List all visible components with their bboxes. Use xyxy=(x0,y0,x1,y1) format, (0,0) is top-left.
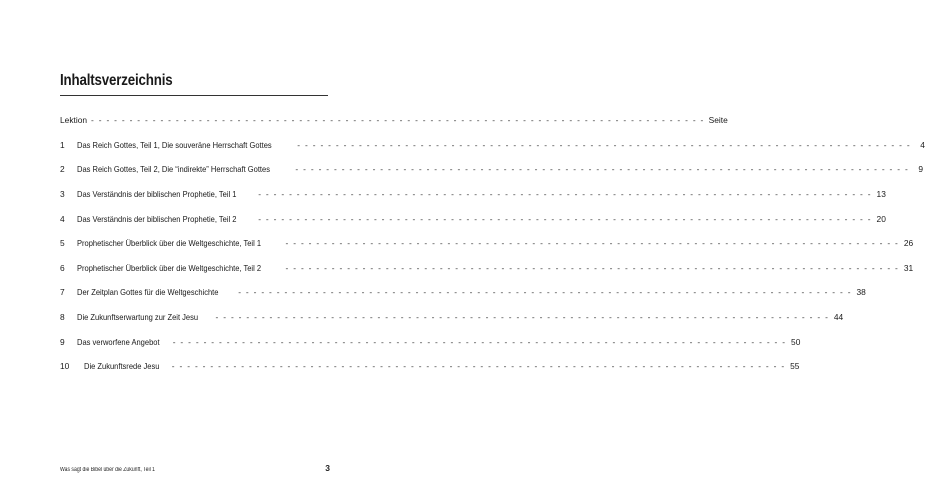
dot-leader: - - - - - - - - - - - - - - - - - - - - - - - - - - - - - - - - - - - - - - - - - - - - - - - - - - - - - - - - - - - - - - - - - - - - - - - - - - - - - - - - xyxy=(91,115,705,126)
toc-entry-title: Das Verständnis der biblischen Prophetie, Teil 2 xyxy=(77,213,237,224)
toc-entry-number: 2 xyxy=(60,164,65,175)
dot-leader: - - - - - - - - - - - - - - - - - - - - - - - - - - - - - - - - - - - - - - - - - - - - - - - - - - - - - - - - - - - - - - - - - - - - - - - - - - - - - - - - xyxy=(258,189,872,200)
dot-leader: - - - - - - - - - - - - - - - - - - - - - - - - - - - - - - - - - - - - - - - - - - - - - - - - - - - - - - - - - - - - - - - - - - - - - - - - - - - - - - - - xyxy=(171,361,786,372)
toc-entry-page: 13 xyxy=(876,189,886,200)
toc-entry-number: 3 xyxy=(60,189,65,200)
dot-leader: - - - - - - - - - - - - - - - - - - - - - - - - - - - - - - - - - - - - - - - - - - - - - - - - - - - - - - - - - - - - - - - - - - - - - - - - - - - - - - - - xyxy=(285,262,900,273)
dot-leader: - - - - - - - - - - - - - - - - - - - - - - - - - - - - - - - - - - - - - - - - - - - - - - - - - - - - - - - - - - - - - - - - - - - - - - - - - - - - - - - - xyxy=(215,312,830,323)
toc-entry-page: 20 xyxy=(876,213,886,224)
toc-entry-title: Prophetischer Überblick über die Weltgeschichte, Teil 2 xyxy=(77,262,262,273)
toc-entry-page: 44 xyxy=(833,312,844,323)
toc-entry-number: 7 xyxy=(60,287,65,298)
toc-entry-title: Die Zukunftsrede Jesu xyxy=(84,361,160,372)
toc-entry[interactable] xyxy=(60,231,914,256)
page-title: Inhaltsverzeichnis xyxy=(60,72,173,89)
toc-entry-page: 31 xyxy=(903,262,914,273)
table-of-contents xyxy=(60,108,925,379)
toc-entry[interactable] xyxy=(60,354,800,379)
toc-entry-number: 6 xyxy=(60,262,65,273)
toc-entry-title: Das Verständnis der biblischen Prophetie, Teil 1 xyxy=(77,189,237,200)
toc-entry-number: 8 xyxy=(60,312,65,323)
toc-entry-page: 38 xyxy=(856,287,866,298)
toc-entry-number: 10 xyxy=(60,361,70,372)
toc-header-seite: Seite xyxy=(708,115,728,126)
page-number: 3 xyxy=(325,463,330,473)
toc-entry[interactable] xyxy=(60,157,924,182)
toc-entry-number: 1 xyxy=(60,139,65,150)
toc-entry-page: 9 xyxy=(918,164,924,175)
toc-entry[interactable] xyxy=(60,256,914,281)
toc-header-row xyxy=(60,108,728,133)
toc-entry-title: Das Reich Gottes, Teil 2, Die “indirekte” Herrschaft Gottes xyxy=(77,164,270,175)
dot-leader: - - - - - - - - - - - - - - - - - - - - - - - - - - - - - - - - - - - - - - - - - - - - - - - - - - - - - - - - - - - - - - - - - - - - - - - - - - - - - - - - xyxy=(297,139,911,150)
toc-entry-number: 4 xyxy=(60,213,65,224)
dot-leader: - - - - - - - - - - - - - - - - - - - - - - - - - - - - - - - - - - - - - - - - - - - - - - - - - - - - - - - - - - - - - - - - - - - - - - - - - - - - - - - - xyxy=(295,164,910,175)
toc-entry-title: Prophetischer Überblick über die Weltgeschichte, Teil 1 xyxy=(77,238,262,249)
toc-entry[interactable] xyxy=(60,206,886,231)
toc-entry-page: 50 xyxy=(791,336,801,347)
title-rule xyxy=(60,95,328,96)
toc-entry-page: 4 xyxy=(920,139,925,150)
dot-leader: - - - - - - - - - - - - - - - - - - - - - - - - - - - - - - - - - - - - - - - - - - - - - - - - - - - - - - - - - - - - - - - - - - - - - - - - - - - - - - - - xyxy=(258,213,872,224)
toc-entry-number: 5 xyxy=(60,238,65,249)
toc-entry[interactable] xyxy=(60,280,866,305)
toc-entry-number: 9 xyxy=(60,336,65,347)
toc-entry[interactable] xyxy=(60,182,886,207)
toc-entry-page: 26 xyxy=(903,238,914,249)
toc-entry-title: Das verworfene Angebot xyxy=(77,336,160,347)
toc-header-lektion: Lektion xyxy=(60,115,88,126)
dot-leader: - - - - - - - - - - - - - - - - - - - - - - - - - - - - - - - - - - - - - - - - - - - - - - - - - - - - - - - - - - - - - - - - - - - - - - - - - - - - - - - - xyxy=(285,238,900,249)
page-footer: Was sagt die Bibel über die Zukunft, Teil 1 xyxy=(60,467,155,473)
dot-leader: - - - - - - - - - - - - - - - - - - - - - - - - - - - - - - - - - - - - - - - - - - - - - - - - - - - - - - - - - - - - - - - - - - - - - - - - - - - - - - - - xyxy=(172,336,787,347)
toc-entry[interactable] xyxy=(60,133,925,158)
toc-entry-page: 55 xyxy=(790,361,800,372)
toc-entry[interactable] xyxy=(60,305,844,330)
dot-leader: - - - - - - - - - - - - - - - - - - - - - - - - - - - - - - - - - - - - - - - - - - - - - - - - - - - - - - - - - - - - - - - - - - - - - - - - - - - - - - - - xyxy=(238,287,852,298)
toc-entry[interactable] xyxy=(60,329,801,354)
toc-entry-title: Der Zeitplan Gottes für die Weltgeschichte xyxy=(77,287,219,298)
toc-entry-title: Das Reich Gottes, Teil 1, Die souveräne Herrschaft Gottes xyxy=(77,139,272,150)
toc-entry-title: Die Zukunftserwartung zur Zeit Jesu xyxy=(77,312,199,323)
